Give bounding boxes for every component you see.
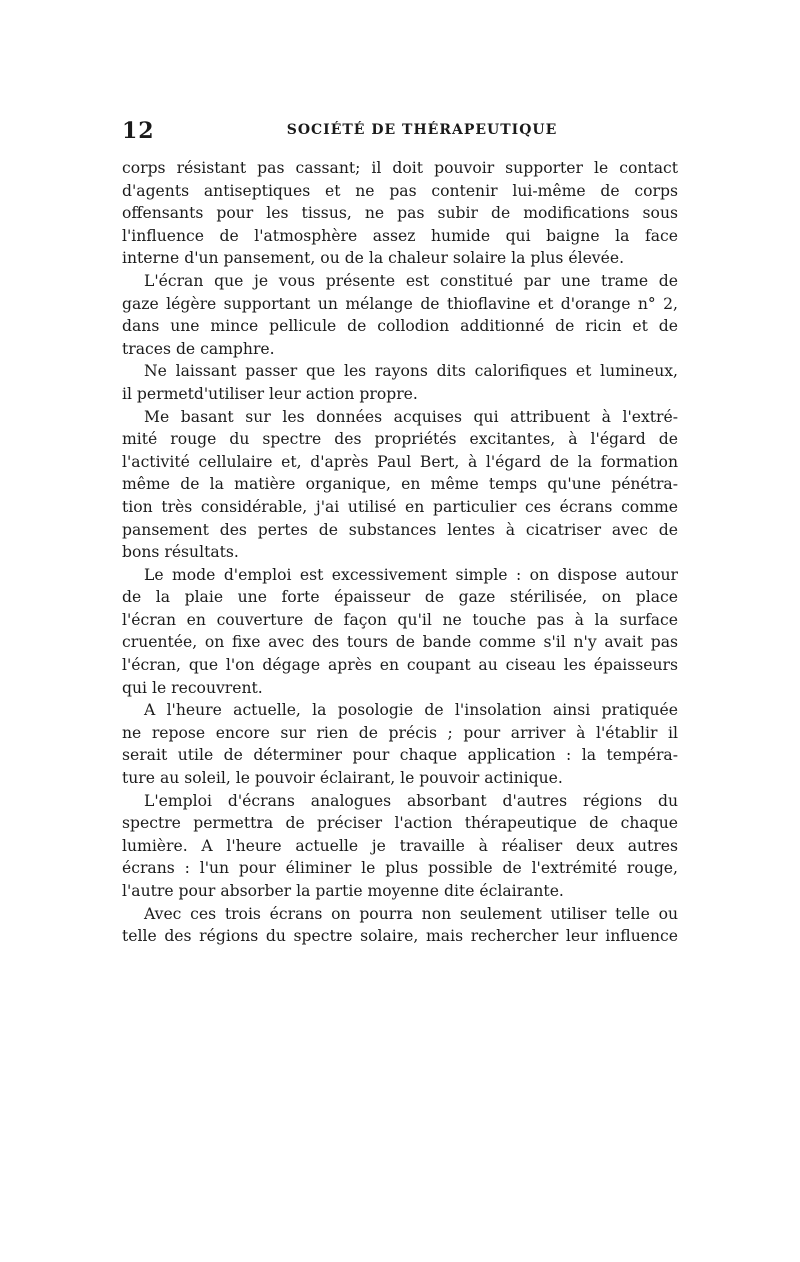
text-line: interne d'un pansement, ou de la chaleur solaire la plus élevée. — [122, 249, 625, 268]
page-header — [122, 118, 678, 148]
text-line: l'écran en couverture de façon qu'il ne touche pas à la surface — [122, 610, 678, 629]
text-line: l'autre pour absorber la partie moyenne dite éclairante. — [122, 882, 564, 900]
page-number: 12 — [122, 118, 155, 144]
text-line: écrans : l'un pour éliminer le plus possible de l'extrémité rouge, — [122, 859, 678, 878]
text-line: l'activité cellulaire et, d'après Paul Bert, à l'égard de la formation — [122, 452, 678, 471]
text-line: offensants pour les tissus, ne pas subir de modifications sous — [122, 204, 678, 223]
text-line: même de la matière organique, en même temps qu'une pénétra- — [122, 475, 678, 494]
text-line: serait utile de déterminer pour chaque application : la tempéra- — [122, 746, 678, 765]
text-line: dans une mince pellicule de collodion additionné de ricin et de — [122, 317, 678, 336]
text-line: l'influence de l'atmosphère assez humide qui baigne la face — [122, 226, 678, 245]
text-line: ture au soleil, le pouvoir éclairant, le pouvoir actinique. — [122, 769, 563, 788]
body-text — [122, 157, 678, 948]
text-line: cruentée, on fixe avec des tours de bande comme s'il n'y avait pas — [122, 633, 678, 652]
text-line: ne repose encore sur rien de précis ; pour arriver à l'établir il — [122, 723, 678, 742]
text-line: Me basant sur les données acquises qui attribuent à l'extré- — [144, 407, 678, 426]
text-line: Avec ces trois écrans on pourra non seulement utiliser telle ou — [144, 904, 678, 923]
running-head: SOCIÉTÉ DE THÉRAPEUTIQUE — [286, 122, 558, 138]
text-line: qui le recouvrent. — [122, 678, 263, 697]
text-line: pansement des pertes de substances lentes à cicatriser avec de — [122, 520, 678, 539]
text-line: A l'heure actuelle, la posologie de l'insolation ainsi pratiquée — [144, 701, 678, 720]
text-line: corps résistant pas cassant; il doit pouvoir supporter le contact — [122, 159, 678, 177]
text-line: de la plaie une forte épaisseur de gaze stérilisée, on place — [122, 588, 678, 607]
text-line: L'écran que je vous présente est constitué par une trame de — [144, 271, 678, 290]
text-line: il permetd'utiliser leur action propre. — [122, 384, 418, 403]
text-line: traces de camphre. — [122, 339, 275, 358]
text-line: Le mode d'emploi est excessivement simple : on dispose autour — [144, 565, 678, 584]
text-line: Ne laissant passer que les rayons dits calorifiques et lumineux, — [144, 362, 678, 381]
text-line: l'écran, que l'on dégage après en coupant au ciseau les épaisseurs — [122, 656, 678, 675]
text-line: lumière. A l'heure actuelle je travaille à réaliser deux autres — [122, 836, 678, 855]
text-line: mité rouge du spectre des propriétés excitantes, à l'égard de — [122, 430, 678, 449]
text-line: d'agents antiseptiques et ne pas contenir lui-même de corps — [122, 181, 678, 200]
text-line: L'emploi d'écrans analogues absorbant d'autres régions du — [144, 791, 678, 810]
text-line: gaze légère supportant un mélange de thioflavine et d'orange n° 2, — [122, 294, 678, 313]
text-line: telle des régions du spectre solaire, mais rechercher leur influence — [122, 927, 678, 946]
text-line: bons résultats. — [122, 543, 239, 562]
text-line: tion très considérable, j'ai utilisé en particulier ces écrans comme — [122, 497, 678, 516]
text-line: spectre permettra de préciser l'action thérapeutique de chaque — [122, 814, 678, 833]
